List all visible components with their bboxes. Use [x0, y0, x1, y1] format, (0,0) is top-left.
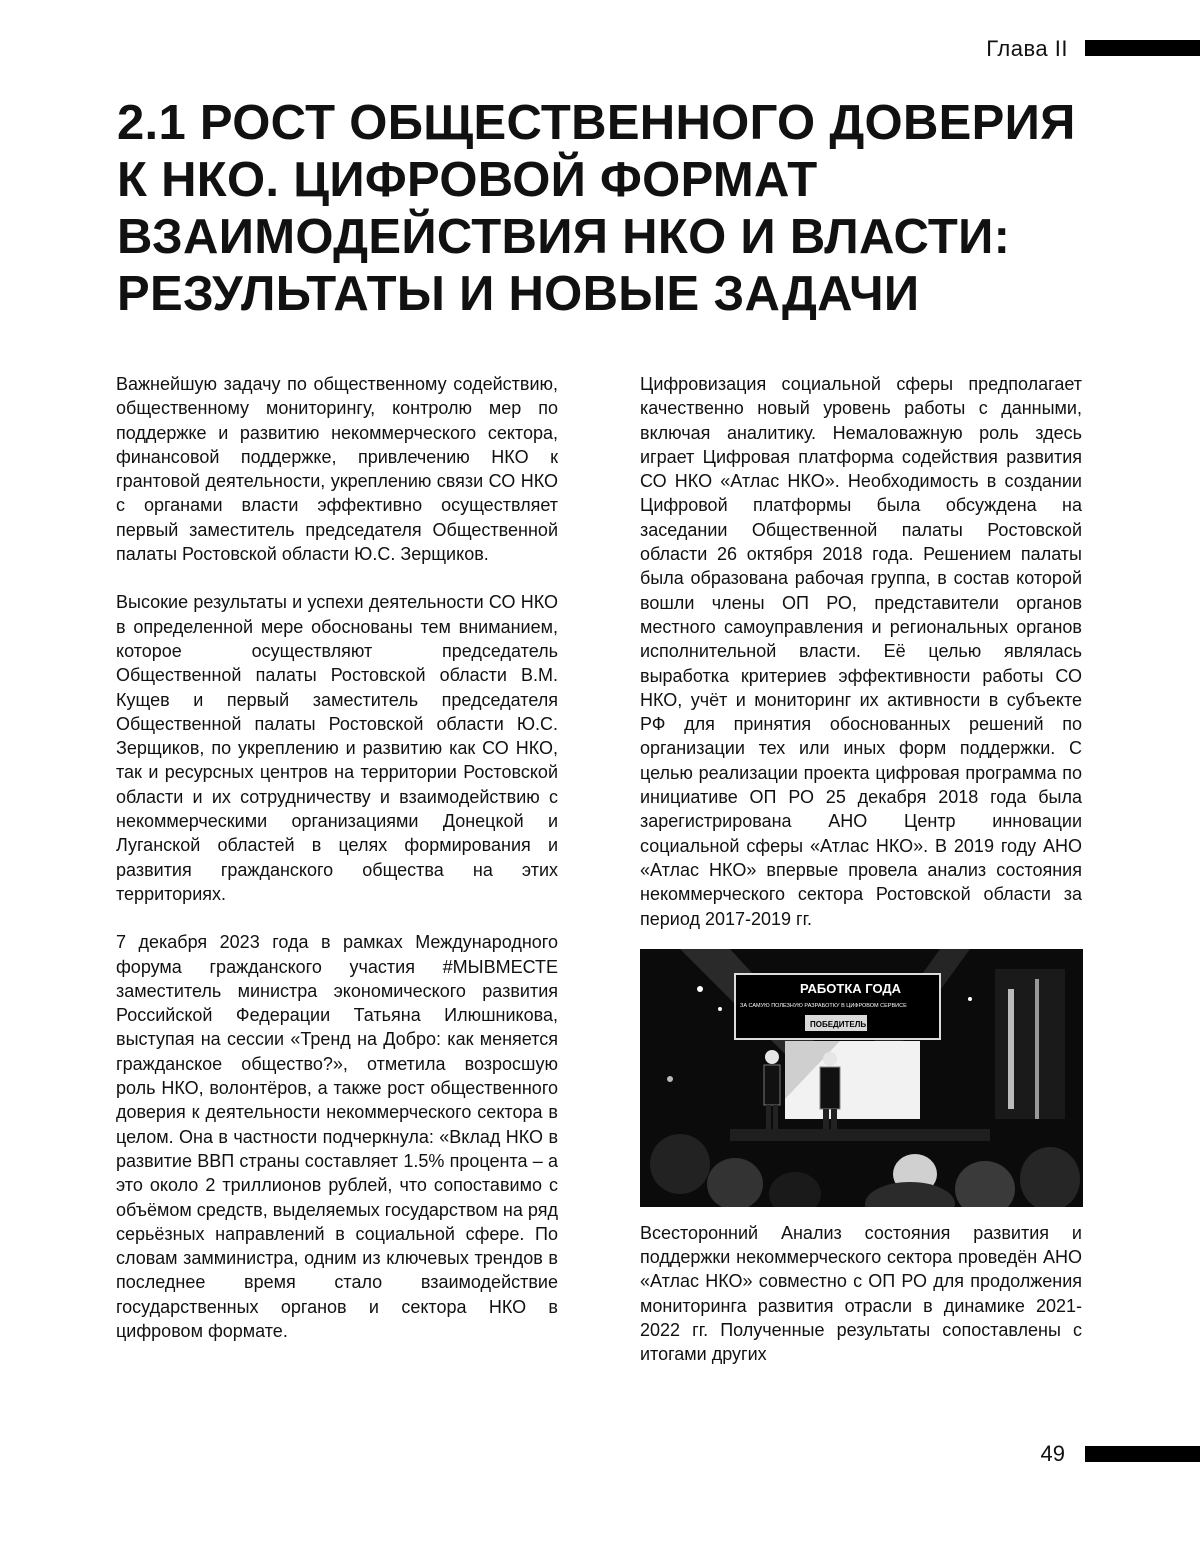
chapter-bar [1085, 40, 1200, 56]
section-title: 2.1 РОСТ ОБЩЕСТВЕННОГО ДОВЕРИЯ К НКО. ЦИФРОВОЙ ФОРМАТ ВЗАИМОДЕЙСТВИЯ НКО И ВЛАСТИ: РЕЗУЛЬТАТЫ И НОВЫЕ ЗАДАЧИ [117, 96, 1076, 321]
banner-title: РАБОТКА ГОДА [800, 980, 902, 996]
photo-illustration [640, 949, 1083, 1207]
right-column [640, 372, 1082, 1391]
paragraph: Важнейшую задачу по общественному содействию, общественному мониторингу, контролю мер по поддержке и развитию некоммерческого сектора, финансовой поддержке, привлечению НКО к грантовой деятельности, укреплению связи СО НКО с органами власти эффективно осуществляет первый заместитель председателя Общественной палаты Ростовской области Ю.С. Зерщиков. [116, 374, 558, 565]
page-bar [1085, 1446, 1200, 1462]
paragraph: 7 декабря 2023 года в рамках Международного форума гражданского участия #МЫВМЕСТЕ заместитель министра экономического развития Российской Федерации Татьяна Илюшникова, выступая на сессии «Тренд на Добро: как меняется гражданское общество?», отметила возросшую роль НКО, волонтёров, а также рост общественного доверия к деятельности некоммерческого сектора в целом. Она в частности подчеркнула: «Вклад НКО в развитие ВВП страны составляет 1.5% процента – а это около 2 триллионов рублей, что сопоставимо с объёмом средств, выделяемых государством на ряд серьёзных направлений в социальной сфере. По словам замминистра, одним из ключевых трендов в последнее время стало взаимодействие государственных органов и сектора НКО в цифровом формате. [116, 932, 558, 1341]
chapter-label: Глава II [986, 36, 1068, 61]
paragraph: Цифровизация социальной сферы предполагает качественно новый уровень работы с данными, включая аналитику. Немаловажную роль здесь играет Цифровая платформа содействия развития СО НКО «Атлас НКО». Необходимость в создании Цифровой платформы была обсуждена на заседании Общественной палаты Ростовской области 26 октября 2018 года. Решением палаты была образована рабочая группа, в состав которой вошли члены ОП РО, представители органов местного самоуправления и региональных органов исполнительной власти. Её целью являлась выработка критериев эффективности работы СО НКО, учёт и мониторинг их активности в субъекте РФ для принятия обоснованных решений по организации тех или иных форм поддержки. С целью реализации проекта цифровая программа по инициативе ОП РО 25 декабря 2018 года была зарегистрирована АНО Центр инновации социальной сферы «Атлас НКО». В 2019 году АНО «Атлас НКО» впервые провела анализ состояния некоммерческого сектора Ростовской области за период 2017-2019 гг. [640, 374, 1082, 929]
left-column [116, 372, 558, 1367]
event-photo [640, 949, 1083, 1207]
paragraph: Высокие результаты и успехи деятельности СО НКО в определенной мере обоснованы тем вниманием, которое осуществляют председатель Общественной палаты Ростовской области В.М. Кущев и первый заместитель председателя Общественной палаты Ростовской области Ю.С. Зерщиков, по укреплению и развитию как СО НКО, так и ресурсных центров на территории Ростовской области и их сотрудничеству и взаимодействию с некоммерческими организациями Донецкой и Луганской областей в целях формирования и развития гражданского общества на этих территориях. [116, 592, 558, 904]
banner-badge: ПОБЕДИТЕЛЬ [810, 1019, 867, 1029]
banner-subtitle: ЗА САМУЮ ПОЛЕЗНУЮ РАЗРАБОТКУ В ЦИФРОВОМ СЕРВИСЕ [740, 1002, 907, 1009]
paragraph: Всесторонний Анализ состояния развития и поддержки некоммерческого сектора проведён АНО «Атлас НКО» совместно с ОП РО для продолжения мониторинга развития отрасли в динамике 2021-2022 гг. Полученные результаты сопоставлены с итогами других [640, 1222, 1082, 1365]
page-number: 49 [1040, 1441, 1065, 1466]
